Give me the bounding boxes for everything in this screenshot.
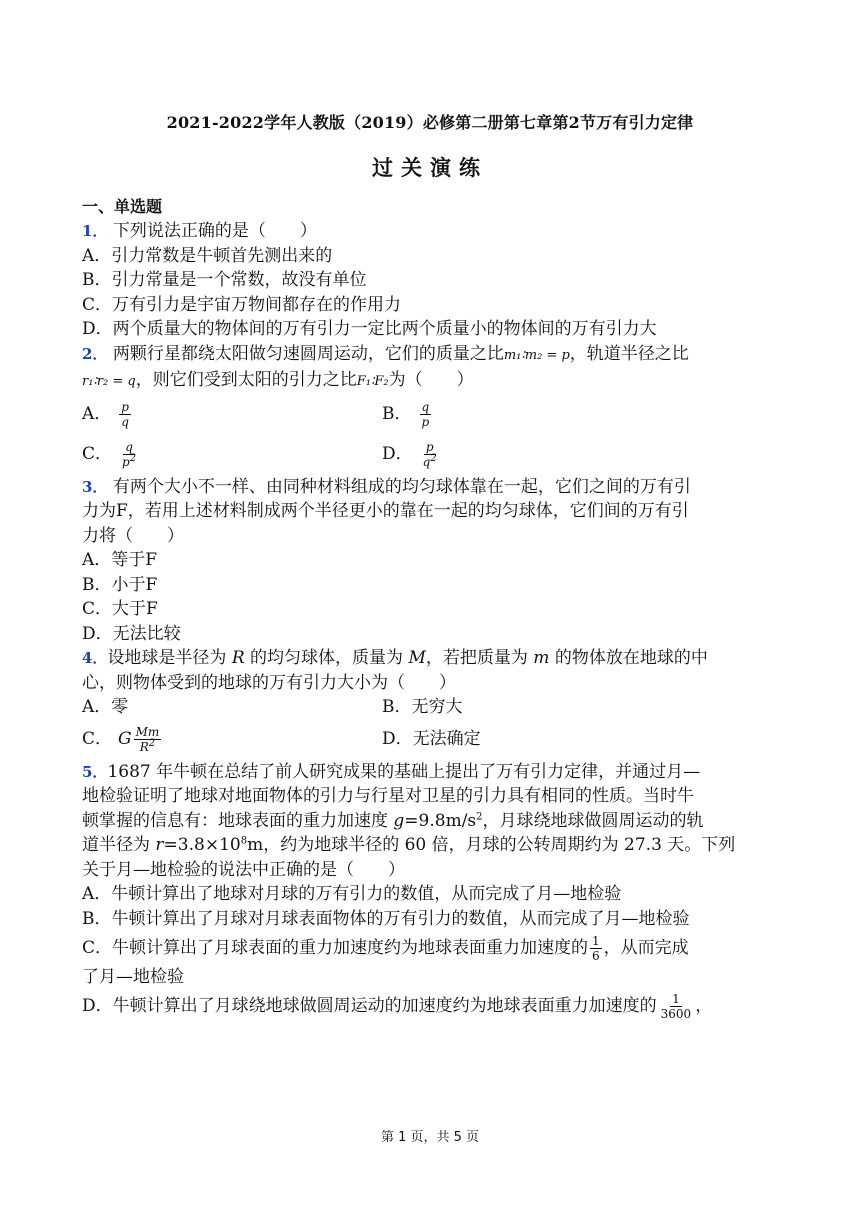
math-expression: m₁∶m₂ = p: [503, 347, 570, 363]
question-stem-part: 两颗行星都绕太阳做匀速圆周运动，它们的质量之比: [112, 343, 504, 364]
page-footer: 第 1 页，共 5 页: [380, 1130, 480, 1145]
question-4: 4．设地球是半径为 R 的均匀球体，质量为 M，若把质量为 m 的物体放在地球的中: [82, 648, 708, 668]
option-d: D．两个质量大的物体间的万有引力一定比两个质量小的物体间的万有引力大: [82, 319, 657, 339]
question-3: [82, 475, 802, 500]
question-stem: 下列说法正确的是（ ）: [112, 221, 317, 241]
fraction: $\frac{p}{q}$: [121, 400, 129, 429]
question-stem-part: 为（ ）: [388, 370, 474, 390]
option-d: [382, 440, 682, 469]
option-d: D．牛顿计算出了月球绕地球做圆周运动的加速度约为地球表面重力加速度的 $\frac{1}{3600}$ ，: [82, 992, 713, 1021]
question-stem: 有两个大小不一样、由同种材料组成的均匀球体靠在一起，它们之间的万有引: [112, 476, 691, 497]
option-letter: A．: [82, 404, 112, 425]
math-expression: r₁∶r₂ = q: [82, 374, 136, 389]
question-number: 3．: [82, 477, 108, 496]
option-c-line-2: 了月—地检验: [82, 967, 184, 987]
math-expression: F₁∶F₂: [356, 374, 389, 389]
option-b: B．引力常量是一个常数，故没有单位: [82, 270, 367, 290]
question-4-line-2: 心，则物体受到的地球的万有引力大小为（ ）: [82, 672, 456, 693]
option-d: D．无法比较: [82, 623, 181, 644]
option-row: [82, 435, 802, 475]
option-a: [82, 400, 382, 429]
option-b: [382, 400, 682, 429]
option-c: C．大于F: [82, 599, 158, 619]
question-number: 5．: [82, 762, 108, 781]
option-b: B．牛顿计算出了月球对月球表面物体的万有引力的数值，从而完成了月—地检验: [82, 908, 690, 929]
option-c: C．万有引力是宇宙万物间都存在的作用力: [82, 294, 402, 315]
question-5-line-4: 道半径为 $r=3.8\times 10^8m$，约为地球半径的 60 倍，月球的公转周期约为 27.3 天。下列: [82, 835, 736, 855]
option-c: [82, 440, 382, 469]
option-row: [82, 720, 802, 760]
option-d: D．无法确定: [382, 729, 481, 750]
question-number: 1．: [82, 222, 108, 240]
option-a: A．牛顿计算出了地球对月球的万有引力的数值，从而完成了月—地检验: [82, 884, 622, 904]
fraction: $\frac{1}{6}$: [592, 933, 600, 963]
question-5-line-3: 顿掌握的信息有：地球表面的重力加速度 $g=9.8m/s^2$，月球绕地球做圆周运动的轨: [82, 810, 704, 831]
option-row: [82, 695, 802, 720]
question-3-line-2: 力为F，若用上述材料制成两个半径更小的靠在一起的均匀球体，它们间的万有引: [82, 501, 689, 521]
fraction: $\frac{Mm}{R^2}$: [135, 725, 160, 754]
question-number: 4．: [82, 649, 108, 667]
question-5-line-2: 地检验证明了地球对地面物体的引力与行星对卫星的引力具有相同的性质。当时牛: [82, 786, 694, 806]
option-letter: D．: [382, 444, 413, 465]
option-letter: B．: [382, 404, 412, 425]
document-subtitle: 过关演练: [372, 155, 488, 180]
question-3-line-3: 力将（ ）: [82, 525, 184, 546]
option-c: C．牛顿计算出了月球表面的重力加速度约为地球表面重力加速度的 $\frac{1}{6}$ ，从而完成: [82, 933, 689, 963]
question-number: 2．: [82, 344, 108, 363]
question-5: 5．1687 年牛顿在总结了前人研究成果的基础上提出了万有引力定律，并通过月—: [82, 761, 701, 782]
fraction: $\frac{p}{q^2}$: [422, 440, 437, 469]
option-b: B．无穷大: [382, 697, 463, 717]
fraction: $\frac{q}{p^2}$: [122, 440, 137, 469]
option-a: A．零: [82, 697, 129, 717]
option-b: B．小于F: [82, 574, 158, 595]
question-5-line-5: 关于月—地检验的说法中正确的是（ ）: [82, 859, 405, 880]
fraction: $\frac{1}{3600}$: [660, 992, 692, 1021]
question-stem-part: ，则它们受到太阳的引力之比: [135, 370, 357, 390]
document-title: 2021-2022学年人教版（2019）必修第二册第七章第2节万有引力定律: [166, 113, 694, 132]
option-row: [82, 395, 802, 435]
section-heading: 一、单选题: [82, 197, 163, 216]
question-stem-part: ，轨道半径之比: [569, 343, 689, 364]
question-list: [82, 196, 802, 1024]
option-a: A．引力常数是牛顿首先测出来的: [82, 245, 333, 266]
question-2: [82, 342, 802, 369]
option-letter: C．: [82, 729, 113, 750]
question-2-line-2: [82, 368, 802, 395]
option-letter: C．: [82, 444, 113, 465]
fraction: $\frac{q}{p}$: [421, 400, 430, 429]
option-a: A．等于F: [82, 550, 158, 570]
question-1: [82, 219, 802, 244]
option-c: C． G $\frac{Mm}{R^2}$: [82, 725, 160, 754]
